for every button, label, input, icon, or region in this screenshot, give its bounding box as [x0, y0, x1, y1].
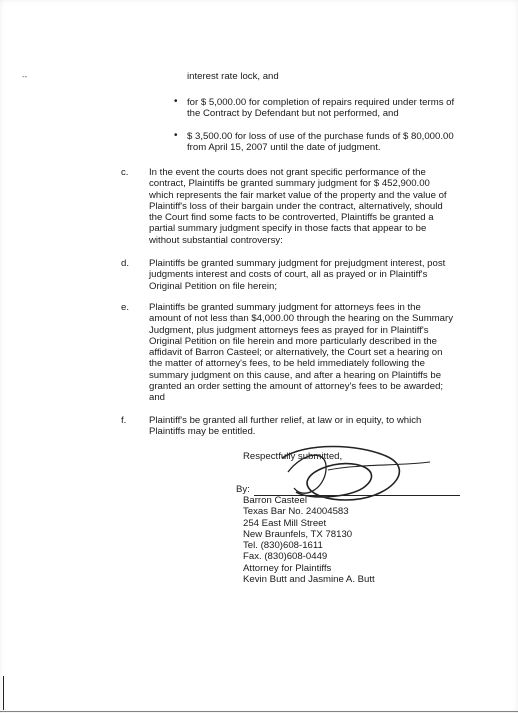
item-d-line: Original Petition on file herein;: [149, 280, 277, 292]
item-e-line: and: [149, 392, 166, 404]
item-letter: f.: [121, 415, 127, 426]
item-c-paragraph: [149, 167, 459, 246]
item-c-line: Plaintiff's loss of their bargain under the contract, alternatively, should: [149, 200, 443, 212]
attorney-role: Attorney for Plaintiffs: [243, 562, 332, 574]
bullet-repairs-text: [187, 97, 454, 120]
item-c-line: In the event the courts does not grant specific performance of the: [149, 167, 426, 178]
item-f-line: Plaintiffs may be entitled.: [149, 426, 256, 438]
clients: Kevin Butt and Jasmine A. Butt: [243, 574, 375, 586]
bullet-repairs-line-2: the Contract by Defendant but not performed, and: [187, 108, 399, 120]
respectfully-submitted: Respectfully submitted,: [243, 451, 343, 462]
bullet-loss-use-line-2: from April 15, 2007 until the date of judgment.: [187, 142, 381, 154]
attorney-name: Barron Casteel: [243, 495, 307, 506]
interest-rate-line: interest rate lock, and: [187, 71, 279, 82]
item-e-line: the matter of attorney's fees, to be held immediately following the: [149, 358, 425, 370]
bullet-loss-use-line-1: $ 3,500.00 for loss of use of the purchase funds of $ 80,000.00: [187, 131, 454, 142]
street-address: 254 East Mill Street: [243, 517, 327, 529]
item-d-line: judgments interest and costs of court, all as prayed or in Plaintiff's: [149, 269, 428, 281]
city-state-zip: New Braunfels, TX 78130: [243, 528, 353, 540]
item-letter: d.: [121, 258, 130, 269]
bullet-icon: •: [174, 130, 178, 141]
telephone: Tel. (830)608-1611: [243, 540, 323, 552]
item-c-line: without substantial controversy:: [149, 234, 283, 246]
item-f-paragraph: [149, 415, 459, 438]
bullet-repairs-line-1: for $ 5,000.00 for completion of repairs required under terms of: [187, 97, 455, 108]
bullet-icon: •: [174, 96, 178, 107]
item-c-line: which represents the fair market value of the property and the value of: [149, 189, 447, 201]
scan-edge-left: [3, 676, 4, 710]
item-e-line: Plaintiffs be granted summary judgment for attorneys fees in the: [149, 302, 421, 313]
item-c-line: the Court find some facts to be controverted, Plaintiffs be granted a: [149, 212, 434, 224]
item-e-line: Original Petition on file herein and more particularly described in the: [149, 335, 437, 347]
item-c-line: contract, Plaintiffs be granted summary judgment for $ 452,900.00: [149, 178, 430, 190]
item-e-line: granted an order setting the amount of attorney's fees to be awarded;: [149, 381, 444, 393]
item-letter: c.: [121, 167, 129, 178]
bar-number: Texas Bar No. 24004583: [243, 506, 349, 518]
item-e-line: affidavit of Barron Casteel; or alternatively, the Court set a hearing on: [149, 347, 443, 359]
stray-mark: --: [22, 72, 28, 81]
item-d-paragraph: [149, 258, 459, 292]
fax: Fax. (830)608-0449: [243, 551, 328, 563]
item-c-line: partial summary judgment specify in those facts that appear to be: [149, 223, 427, 235]
item-e-line: summary judgment on this cause, and after a hearing on Plaintiffs be: [149, 369, 442, 381]
bullet-loss-use-text: [187, 131, 454, 154]
scan-edge-bottom: [0, 711, 518, 712]
by-label: By:: [236, 484, 250, 495]
item-letter: e.: [121, 302, 130, 313]
item-e-line: Judgment, plus judgment attorneys fees as prayed for in Plaintiff's: [149, 324, 429, 336]
item-e-paragraph: [149, 302, 459, 404]
item-f-line: Plaintiff's be granted all further relief, at law or in equity, to which: [149, 415, 422, 426]
item-e-line: amount of not less than $4,000.00 through the hearing on the Summary: [149, 313, 454, 325]
attorney-block: [243, 495, 375, 585]
item-d-line: Plaintiffs be granted summary judgment for prejudgment interest, post: [149, 258, 446, 269]
